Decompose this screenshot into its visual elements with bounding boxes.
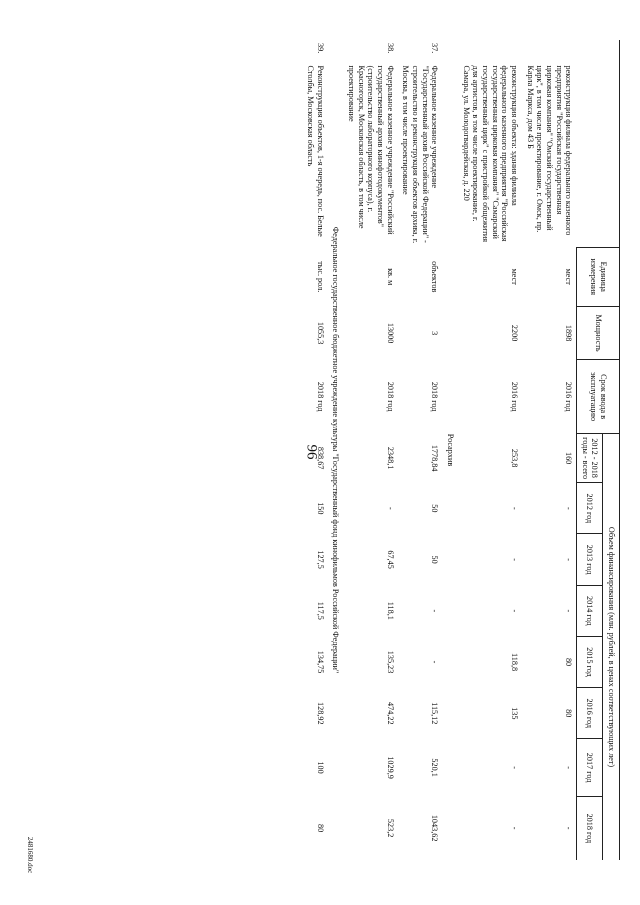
row-deadline: 2018 год	[315, 381, 325, 412]
row-deadline: 2016 год	[563, 381, 573, 412]
row-capacity: 3	[430, 331, 440, 336]
row-unit: мест	[510, 268, 520, 285]
row-unit: кв. м	[385, 268, 395, 286]
row-2017: 520,1	[430, 758, 440, 777]
row-2016: 128,92	[315, 702, 325, 725]
row-2014: -	[510, 609, 520, 613]
row-2013: -	[563, 558, 573, 561]
row-capacity: 1055,3	[315, 321, 325, 345]
header-unit: Единица измерения	[576, 247, 619, 306]
row-capacity: 2200	[510, 324, 520, 342]
header-2018: 2018 год	[576, 796, 602, 860]
row-2018: 523,2	[385, 818, 395, 838]
row-2016: 135	[510, 707, 520, 720]
row-2013: 67,45	[385, 550, 395, 569]
table-row	[398, 40, 443, 860]
row-2015: -	[430, 660, 440, 664]
row-number: 38.	[385, 43, 395, 54]
row-2014: 117,5	[315, 601, 325, 620]
row-total: 838,67	[315, 446, 325, 470]
row-2013: 127,5	[315, 550, 325, 569]
row-2014: -	[430, 609, 440, 613]
row-unit: объектов	[430, 261, 440, 293]
row-2014: 118,1	[385, 601, 395, 620]
header-2017: 2017 год	[576, 739, 602, 796]
row-number: 39.	[315, 43, 325, 54]
row-2015: 80	[563, 657, 573, 667]
header-empty-name	[576, 63, 619, 247]
row-unit: мест	[563, 268, 573, 285]
section-title-gosfilmofond: Федеральное государственное бюджетное учреждение культуры "Государственный фонд кинофильмов Российской Федерации"	[331, 226, 341, 674]
row-capacity: 1898	[563, 324, 573, 342]
row-2017: 1029,9	[385, 756, 395, 779]
header-2012: 2012 год	[576, 483, 602, 534]
row-number	[522, 40, 576, 63]
table-row	[458, 40, 522, 860]
row-2017: -	[510, 766, 520, 769]
header-total: 2012 - 2018 годы - всего	[576, 434, 602, 483]
section-title-rosarkhiv: Росархив	[446, 433, 456, 467]
section-row	[328, 40, 344, 860]
row-2016: 80	[563, 709, 573, 718]
row-2017: 100	[315, 761, 325, 774]
row-unit: тыс. рол.	[315, 261, 325, 293]
funding-table	[302, 40, 620, 860]
page-number: 96	[303, 444, 320, 460]
row-2017: -	[563, 766, 573, 769]
table-row	[302, 40, 327, 860]
document-id: 2481680.doc	[26, 836, 34, 874]
rotated-page	[20, 40, 620, 905]
row-2012: 150	[315, 502, 325, 515]
header-2013: 2013 год	[576, 534, 602, 585]
row-2016: 474,22	[385, 702, 395, 725]
row-total: 253,8	[510, 448, 520, 468]
row-2018: 80	[315, 824, 325, 833]
row-2012: -	[385, 506, 395, 510]
row-name: реконструкция филиала федерального казенного предприятия "Российская государственная цирковая компания" "Омский государственный цирк", в том числе проектирование, г. Омск, пр. Карла Маркса, дом 43 Б	[525, 65, 574, 236]
header-2014: 2014 год	[576, 585, 602, 636]
row-2018: -	[510, 826, 520, 830]
row-2015: 118,8	[510, 652, 520, 672]
table-row	[343, 40, 397, 860]
row-number: 37.	[430, 43, 440, 54]
row-2018: -	[563, 826, 573, 830]
row-2013: -	[510, 558, 520, 561]
row-deadline: 2018 год	[385, 381, 395, 412]
row-2013: 50	[430, 555, 440, 564]
row-2014: -	[563, 609, 573, 613]
header-funding: Объем финансирования (млн. рублей, в ценах соответствующих лет)	[603, 434, 620, 860]
row-2015: 135,23	[385, 650, 395, 674]
row-capacity: 13000	[385, 322, 395, 344]
row-name: Реконструкция объектов, 1-я очередь, пос. Белые Столбы, Московская область	[306, 65, 325, 237]
header-2016: 2016 год	[576, 688, 602, 739]
row-deadline: 2016 год	[510, 381, 520, 412]
row-2016: 115,12	[430, 702, 440, 725]
row-2018: 1043,62	[430, 814, 440, 842]
section-row	[442, 40, 458, 860]
row-2012: -	[510, 506, 520, 510]
row-total: 160	[563, 451, 573, 465]
row-2015: 134,75	[315, 650, 325, 674]
row-name: реконструкция объекта: здания филиала федерального казенного предприятия "Российская государственная цирковая компания" "Самарский государственный цирк" с пристройкой общежития для артистов, в том числе проектирование, г. Самара, ул. Молодогвардейская, д. 220	[461, 65, 520, 243]
table-row	[522, 40, 576, 860]
row-2012: -	[563, 506, 573, 510]
header-2015: 2015 год	[576, 636, 602, 687]
row-total: 2348,1	[385, 446, 395, 470]
header-empty-num	[576, 40, 619, 63]
row-number	[458, 40, 522, 63]
header-deadline: Срок ввода в эксплуатацию	[576, 360, 619, 434]
row-total: 1778,84	[430, 444, 440, 472]
row-2012: 50	[430, 504, 440, 513]
row-name: Федеральное казенное учреждение "Российский государственный архив кинофотодокументов" (строительство лабораторного корпуса), г. Красногорск, Московская область, в том числе проектирование	[347, 65, 395, 235]
header-capacity: Мощность	[576, 306, 619, 359]
row-name: Федеральное казенное учреждение "Государственный архив Российской Федерации" - строительство и реконструкция объектов архива, г. Москва, в том числе проектирование	[401, 65, 440, 244]
row-deadline: 2018 год	[430, 381, 440, 412]
